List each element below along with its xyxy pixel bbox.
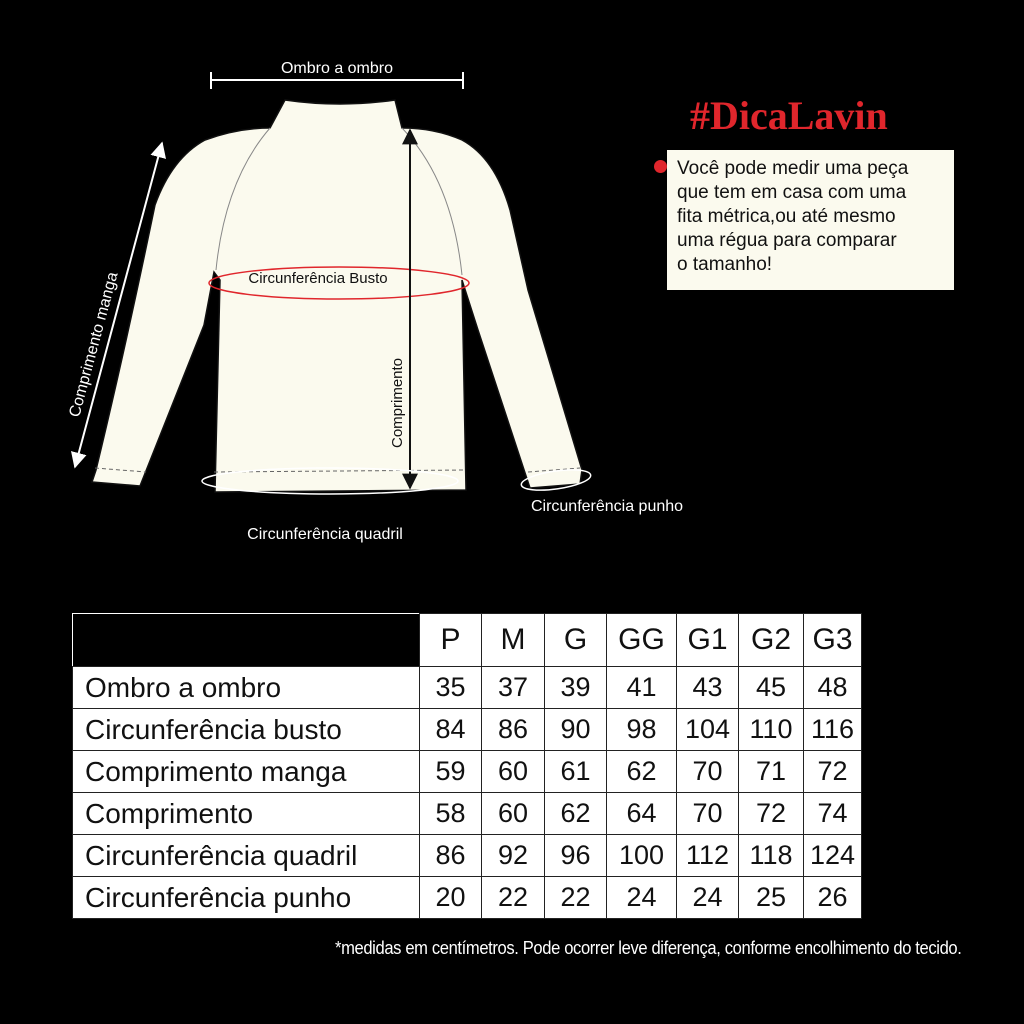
measure-cell: 72 [804, 751, 862, 793]
measure-cell: 22 [482, 877, 545, 919]
row-label: Circunferência busto [73, 709, 420, 751]
table-row [73, 835, 862, 877]
label-comprimento: Comprimento [389, 357, 406, 448]
measure-cell: 59 [420, 751, 482, 793]
measure-cell: 62 [545, 793, 607, 835]
row-label: Circunferência punho [73, 877, 420, 919]
label-manga: Comprimento manga [66, 270, 122, 420]
measure-cell: 24 [677, 877, 739, 919]
measure-cell: 70 [677, 751, 739, 793]
table-row [73, 793, 862, 835]
tip-bullet-icon [654, 160, 667, 173]
measure-cell: 62 [607, 751, 677, 793]
measure-cell: 124 [804, 835, 862, 877]
table-row [73, 877, 862, 919]
size-table [72, 613, 862, 919]
measure-cell: 64 [607, 793, 677, 835]
size-header: G1 [677, 614, 739, 667]
header-blank [73, 614, 420, 667]
measure-cell: 72 [739, 793, 804, 835]
measure-cell: 20 [420, 877, 482, 919]
measure-cell: 45 [739, 667, 804, 709]
measure-cell: 116 [804, 709, 862, 751]
measure-cell: 100 [607, 835, 677, 877]
size-header: G3 [804, 614, 862, 667]
row-label: Circunferência quadril [73, 835, 420, 877]
label-quadril: Circunferência quadril [247, 526, 403, 543]
measure-cell: 48 [804, 667, 862, 709]
measure-cell: 22 [545, 877, 607, 919]
measure-cell: 24 [607, 877, 677, 919]
label-busto: Circunferência Busto [248, 270, 388, 287]
tip-line: Você pode medir uma peça [677, 158, 909, 179]
measure-cell: 84 [420, 709, 482, 751]
row-label: Comprimento [73, 793, 420, 835]
measure-cell: 58 [420, 793, 482, 835]
size-header: GG [607, 614, 677, 667]
tip-line: que tem em casa com uma [677, 182, 907, 203]
measure-cell: 86 [482, 709, 545, 751]
measure-cell: 74 [804, 793, 862, 835]
measure-cell: 96 [545, 835, 607, 877]
measure-cell: 110 [739, 709, 804, 751]
measure-cell: 43 [677, 667, 739, 709]
tip-box [667, 150, 954, 290]
tip-line: fita métrica,ou até mesmo [677, 206, 896, 227]
size-header-row [73, 614, 862, 667]
measure-cell: 92 [482, 835, 545, 877]
label-ombro: Ombro a ombro [280, 60, 394, 77]
measure-cell: 104 [677, 709, 739, 751]
tip-title: #DicaLavin [690, 93, 888, 138]
label-punho: Circunferência punho [530, 498, 684, 515]
measure-cell: 61 [545, 751, 607, 793]
measure-cell: 60 [482, 751, 545, 793]
measure-cell: 86 [420, 835, 482, 877]
measure-cell: 60 [482, 793, 545, 835]
measure-cell: 35 [420, 667, 482, 709]
size-header: G [545, 614, 607, 667]
measure-cell: 41 [607, 667, 677, 709]
measure-cell: 39 [545, 667, 607, 709]
measure-cell: 98 [607, 709, 677, 751]
table-row [73, 667, 862, 709]
measure-cell: 26 [804, 877, 862, 919]
size-header: P [420, 614, 482, 667]
tip-line: o tamanho! [677, 254, 773, 275]
garment-silhouette [92, 100, 582, 492]
footnote: *medidas em centímetros. Pode ocorrer leve diferença, conforme encolhimento do tecido. [335, 938, 962, 958]
size-header: G2 [739, 614, 804, 667]
measure-cell: 71 [739, 751, 804, 793]
row-label: Ombro a ombro [73, 667, 420, 709]
measure-cell: 90 [545, 709, 607, 751]
measure-cell: 25 [739, 877, 804, 919]
measure-cell: 70 [677, 793, 739, 835]
measure-cell: 37 [482, 667, 545, 709]
row-label: Comprimento manga [73, 751, 420, 793]
measure-cell: 118 [739, 835, 804, 877]
measure-cell: 112 [677, 835, 739, 877]
table-row [73, 709, 862, 751]
table-row [73, 751, 862, 793]
size-header: M [482, 614, 545, 667]
tip-line: uma régua para comparar [677, 230, 897, 251]
